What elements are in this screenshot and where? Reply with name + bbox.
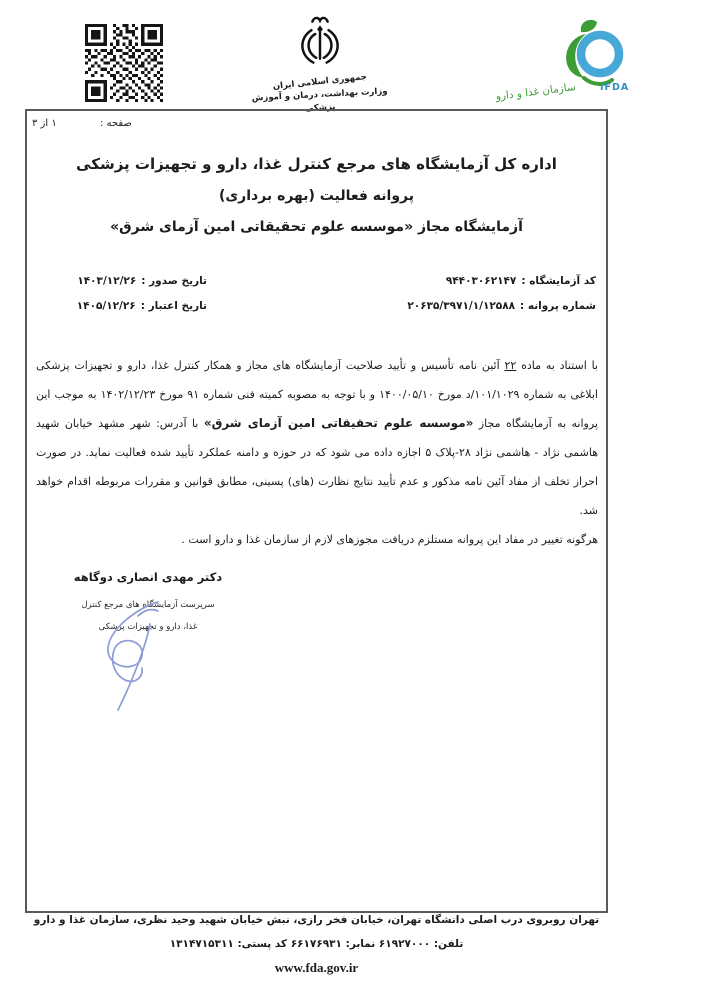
ifda-leaf-icon [581,20,597,32]
ifda-blue-ring-icon [581,35,619,73]
license-paragraph [36,351,598,525]
body-seg1: با استناد به ماده [516,359,598,372]
allah-emblem-icon [295,14,345,74]
ifda-persian-name: سازمان غذا و دارو [495,81,577,103]
issue-date-row [35,275,207,287]
license-type-title: پروانه فعالیت (بهره برداری) [218,188,415,204]
emblem-ministry-text: وزارت بهداشت، درمان و آموزش پزشکی [251,86,388,114]
expiry-date-row [35,300,207,312]
license-number-label: شماره پروانه : [520,300,596,312]
department-title: اداره کل آزمایشگاه های مرجع کنترل غذا، دارو و تجهیزات پزشکی [76,155,557,173]
info-codes [407,275,596,325]
body-seg2: آئین نامه تأسیس و تأیید صلاحیت آزمایشگاه های مجاز و همکار کنترل غذا، دارو و تجهیزات پزشکی ابلاغی به شماره ۱۰۱/۱۰۲۹/د مورخ ۱۴۰۰/۰۵/۱۰ و با توجه به مصوبه کمیته فنی شماره ۹۱ مورخ ۱۴۰۲/۱۲/۲۳ به موجب این پروانه به آزمایشگاه مجاز [36,359,598,430]
signatory-role-line2: غذا، دارو و تجهیزات پزشکی [98,622,198,632]
ifda-logo [480,16,670,104]
body-seg3: با آدرس: شهر مشهد خیابان شهید هاشمی نژاد - هاشمی نژاد ۲۸-پلاک ۵ اجازه داده می شود که در حوزه و دامنه عملکرد تأیید شده فعالیت نماید. در صورت احراز تخلف از مفاد آئین نامه مذکور و عدم تأیید نتایج نظارت (های) پسینی، مطابق قوانین و مقررات مربوطه اقدام خواهد شد. [36,417,599,517]
ifda-acronym: IFDA [600,82,630,93]
expiry-date-value: ۱۴۰۵/۱۲/۲۶ [76,300,136,312]
lab-code-row [407,275,596,287]
page-number-value: ۱ از ۳ [32,118,57,129]
iran-emblem [250,14,390,115]
emblem-country-text: جمهوری اسلامی ایران [272,72,368,92]
issue-date-value: ۱۴۰۳/۱۲/۲۶ [77,275,137,287]
signatory-role-line1: سرپرست آزمایشگاه های مرجع کنترل [81,600,215,610]
footer-block [25,914,608,976]
footer-contact: تلفن: ۶۱۹۲۷۰۰۰ نمابر: ۶۶۱۷۶۹۳۱ کد پستی: ۱۳۱۴۷۱۵۳۱۱ [169,938,464,950]
signatory-name: دکتر مهدی انصاری دوگاهه [73,570,223,584]
info-block [27,275,606,335]
article-number: ۲۲ [504,359,517,372]
footer-website: www.fda.gov.ir [274,960,359,975]
info-dates [35,275,207,325]
expiry-date-label: تاریخ اعتبار : [140,300,207,312]
laboratory-title: آزمایشگاه مجاز «موسسه علوم تحقیقاتی امین آزمای شرق» [110,219,523,235]
laboratory-name: «موسسه علوم تحقیقاتی امین آزمای شرق» [203,416,474,430]
license-number-value: ۲۰۶۳۵/۳۹۷۱/۱/۱۲۵۸۸ [407,300,516,312]
license-number-row [407,300,596,312]
footer-address: تهران روبروی درب اصلی دانشگاه تهران، خیابان فخر رازی، نبش خیابان شهید وحید نظری، سازمان غذا و دارو [33,914,600,926]
change-notice: هرگونه تغییر در مفاد این پروانه مستلزم دریافت مجوزهای لازم از سازمان غذا و دارو است . [181,533,598,546]
lab-code-label: کد آزمایشگاه : [521,275,596,287]
lab-code-value: ۹۴۴۰۳۰۶۲۱۴۷ [445,275,517,287]
license-body [36,351,598,554]
issue-date-label: تاریخ صدور : [141,275,207,287]
license-box [25,109,608,913]
page-number-label: صفحه : [100,118,132,129]
title-block [27,155,606,235]
qr-code-icon [85,24,163,102]
handwritten-signature-icon [88,598,183,713]
